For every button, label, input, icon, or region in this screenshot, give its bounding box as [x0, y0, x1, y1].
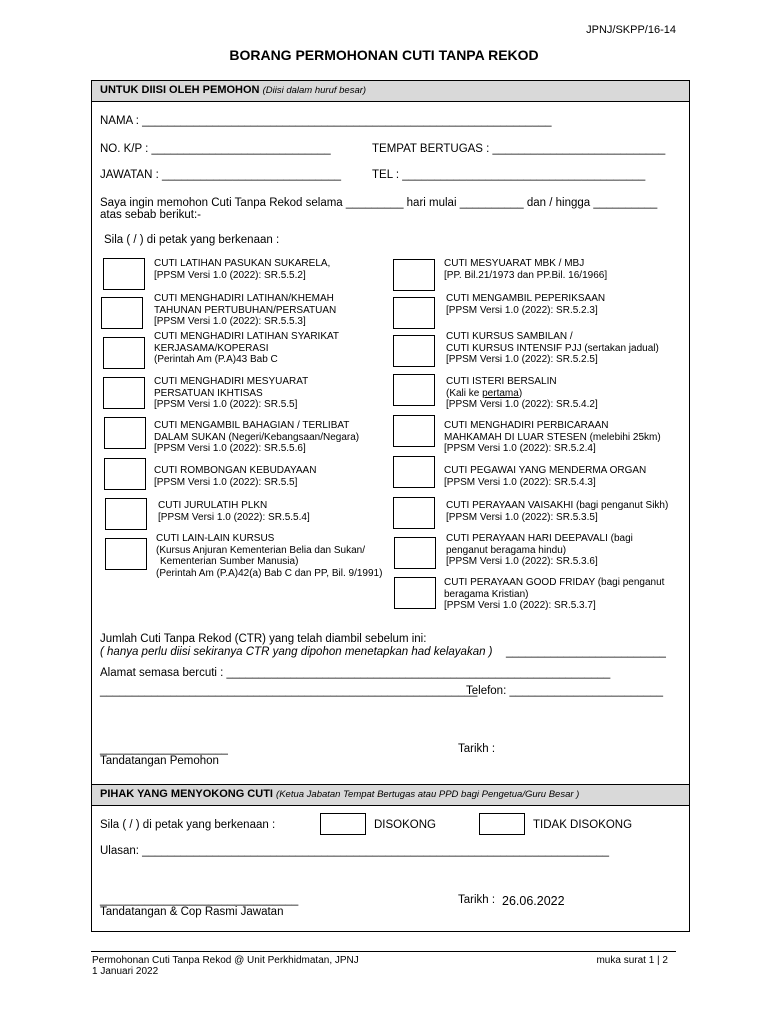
option-label: CUTI MENGHADIRI PERBICARAAN MAHKAMAH DI LUAR STESEN (melebihi 25km) [PPSM Versi 1.0 (2022): SR.5.2.4]: [444, 420, 661, 454]
ulasan-field[interactable]: Ulasan: _________________________________________________________________________: [100, 845, 610, 857]
checkbox-disokong[interactable]: [320, 813, 366, 835]
tarikh-label-applicant: Tarikh :: [458, 743, 496, 755]
checkbox-sukan[interactable]: [104, 417, 146, 449]
option-label: CUTI LATIHAN PASUKAN SUKARELA, [PPSM Versi 1.0 (2022): SR.5.5.2]: [154, 258, 331, 281]
checkbox-plkn[interactable]: [105, 498, 147, 530]
tel-field[interactable]: TEL : ______________________________________: [372, 169, 646, 181]
page-number: muka surat 1 | 2: [596, 955, 668, 966]
checkbox-tidak-disokong[interactable]: [479, 813, 525, 835]
footer-date: 1 Januari 2022: [92, 966, 159, 977]
checkbox-latihan-koperasi[interactable]: [103, 337, 145, 369]
jumlah-ctr-label: Jumlah Cuti Tanpa Rekod (CTR) yang telah diambil sebelum ini:: [100, 633, 427, 645]
tarikh-label-official: Tarikh :: [458, 894, 496, 906]
checkbox-derma-organ[interactable]: [393, 456, 435, 488]
option-label: CUTI JURULATIH PLKN [PPSM Versi 1.0 (2022): SR.5.5.4]: [158, 500, 310, 523]
nokp-field[interactable]: NO. K/P : ____________________________: [100, 143, 331, 155]
section-applicant-heading: [91, 80, 690, 102]
option-label: CUTI MESYUARAT MBK / MBJ [PP. Bil.21/1973 dan PP.Bil. 16/1966]: [444, 258, 608, 281]
checkbox-kebudayaan[interactable]: [104, 458, 146, 490]
footer-title: Permohonan Cuti Tanpa Rekod @ Unit Perkhidmatan, JPNJ: [92, 955, 359, 966]
checkbox-peperiksaan[interactable]: [393, 297, 435, 329]
request-text-line1[interactable]: Saya ingin memohon Cuti Tanpa Rekod selama _________ hari mulai __________ dan / hingga __________: [100, 197, 658, 209]
jumlah-ctr-field[interactable]: _________________________: [506, 646, 666, 658]
option-label: CUTI MENGAMBIL PEPERIKSAAN [PPSM Versi 1.0 (2022): SR.5.2.3]: [446, 293, 606, 316]
option-label: CUTI ROMBONGAN KEBUDAYAAN [PPSM Versi 1.0 (2022): SR.5.5]: [154, 465, 317, 488]
nama-field[interactable]: NAMA : ________________________________________________________________: [100, 115, 552, 127]
option-label: CUTI KURSUS SAMBILAN / CUTI KURSUS INTENSIF PJJ (sertakan jadual) [PPSM Versi 1.0 (2022): SR.5.2.5]: [446, 331, 659, 365]
section-applicant-title: UNTUK DIISI OLEH PEMOHON: [100, 84, 260, 96]
option-label: CUTI LAIN-LAIN KURSUS (Kursus Anjuran Kementerian Belia dan Sukan/ Kementerian Sumber Manusia) (Perintah Am (P.A)42(a) Bab C dan PP, Bil. 9/1991): [156, 533, 383, 579]
signature-label-applicant: Tandatangan Pemohon: [100, 755, 219, 767]
form-reference: JPNJ/SKPP/16-14: [586, 24, 676, 36]
section-supporter-title: PIHAK YANG MENYOKONG CUTI: [100, 788, 273, 800]
checkbox-lain-kursus[interactable]: [105, 538, 147, 570]
option-label: CUTI MENGHADIRI LATIHAN SYARIKAT KERJASAMA/KOPERASI (Perintah Am (P.A)43 Bab C: [154, 331, 340, 365]
tidak-disokong-label: TIDAK DISOKONG: [533, 819, 633, 831]
jumlah-ctr-note: ( hanya perlu diisi sekiranya CTR yang dipohon menetapkan had kelayakan ): [100, 646, 493, 658]
alamat-field[interactable]: Alamat semasa bercuti : ____________________________________________________________: [100, 667, 611, 679]
option-label: CUTI PERAYAAN HARI DEEPAVALI (bagi penganut beragama hindu) [PPSM Versi 1.0 (2022): SR.5.3.6]: [446, 533, 633, 567]
section-supporter-note: (Ketua Jabatan Tempat Bertugas atau PPD bagi Pengetua/Guru Besar ): [276, 789, 580, 800]
tarikh-value-official[interactable]: 26.06.2022: [502, 894, 565, 908]
signature-line-official[interactable]: _______________________________: [100, 894, 299, 906]
checkbox-mbk-mbj[interactable]: [393, 259, 435, 291]
option-label: CUTI ISTERI BERSALIN (Kali ke pertama) [PPSM Versi 1.0 (2022): SR.5.4.2]: [446, 376, 598, 410]
telefon-field[interactable]: Telefon: ________________________: [466, 685, 663, 697]
option-label: CUTI MENGHADIRI MESYUARAT PERSATUAN IKHTISAS [PPSM Versi 1.0 (2022): SR.5.5]: [154, 376, 309, 410]
checkbox-isteri-bersalin[interactable]: [393, 374, 435, 406]
checkbox-deepavali[interactable]: [394, 537, 436, 569]
alamat-field-line2[interactable]: ___________________________________________________________: [100, 685, 478, 697]
option-label: CUTI MENGAMBIL BAHAGIAN / TERLIBAT DALAM SUKAN (Negeri/Kebangsaan/Negara) [PPSM Versi 1.0 (2022): SR.5.5.6]: [154, 420, 360, 454]
form-title: BORANG PERMOHONAN CUTI TANPA REKOD: [229, 47, 539, 63]
support-instruction: Sila ( / ) di petak yang berkenaan :: [100, 819, 276, 831]
option-label: CUTI PEGAWAI YANG MENDERMA ORGAN [PPSM Versi 1.0 (2022): SR.5.4.3]: [444, 465, 647, 488]
checkbox-mesyuarat-persatuan[interactable]: [103, 377, 145, 409]
option-label: CUTI PERAYAAN VAISAKHI (bagi penganut Sikh) [PPSM Versi 1.0 (2022): SR.5.3.5]: [446, 500, 669, 523]
disokong-label: DISOKONG: [374, 819, 436, 831]
request-text-line2: atas sebab berikut:-: [100, 209, 202, 221]
jawatan-field[interactable]: JAWATAN : ____________________________: [100, 169, 342, 181]
checkbox-pasukan-sukarela[interactable]: [103, 258, 145, 290]
tempat-bertugas-field[interactable]: TEMPAT BERTUGAS : ___________________________: [372, 143, 666, 155]
checkbox-instruction: Sila ( / ) di petak yang berkenaan :: [104, 234, 280, 246]
section-supporter-heading: [91, 784, 690, 806]
checkbox-vaisakhi[interactable]: [393, 497, 435, 529]
footer-divider: [91, 951, 676, 952]
section-applicant-note: (Diisi dalam huruf besar): [262, 85, 367, 96]
checkbox-perbicaraan[interactable]: [393, 415, 435, 447]
checkbox-kursus-sambilan[interactable]: [393, 335, 435, 367]
signature-line-applicant[interactable]: ____________________: [100, 743, 228, 755]
checkbox-latihan-khemah[interactable]: [101, 297, 143, 329]
signature-label-official: Tandatangan & Cop Rasmi Jawatan: [100, 906, 284, 918]
option-label: CUTI PERAYAAN GOOD FRIDAY (bagi penganut beragama Kristian) [PPSM Versi 1.0 (2022): SR.5.3.7]: [444, 577, 665, 611]
option-label: CUTI MENGHADIRI LATIHAN/KHEMAH TAHUNAN PERTUBUHAN/PERSATUAN [PPSM Versi 1.0 (2022): SR.5.5.3]: [154, 293, 337, 327]
footer-left: [92, 955, 359, 977]
checkbox-good-friday[interactable]: [394, 577, 436, 609]
